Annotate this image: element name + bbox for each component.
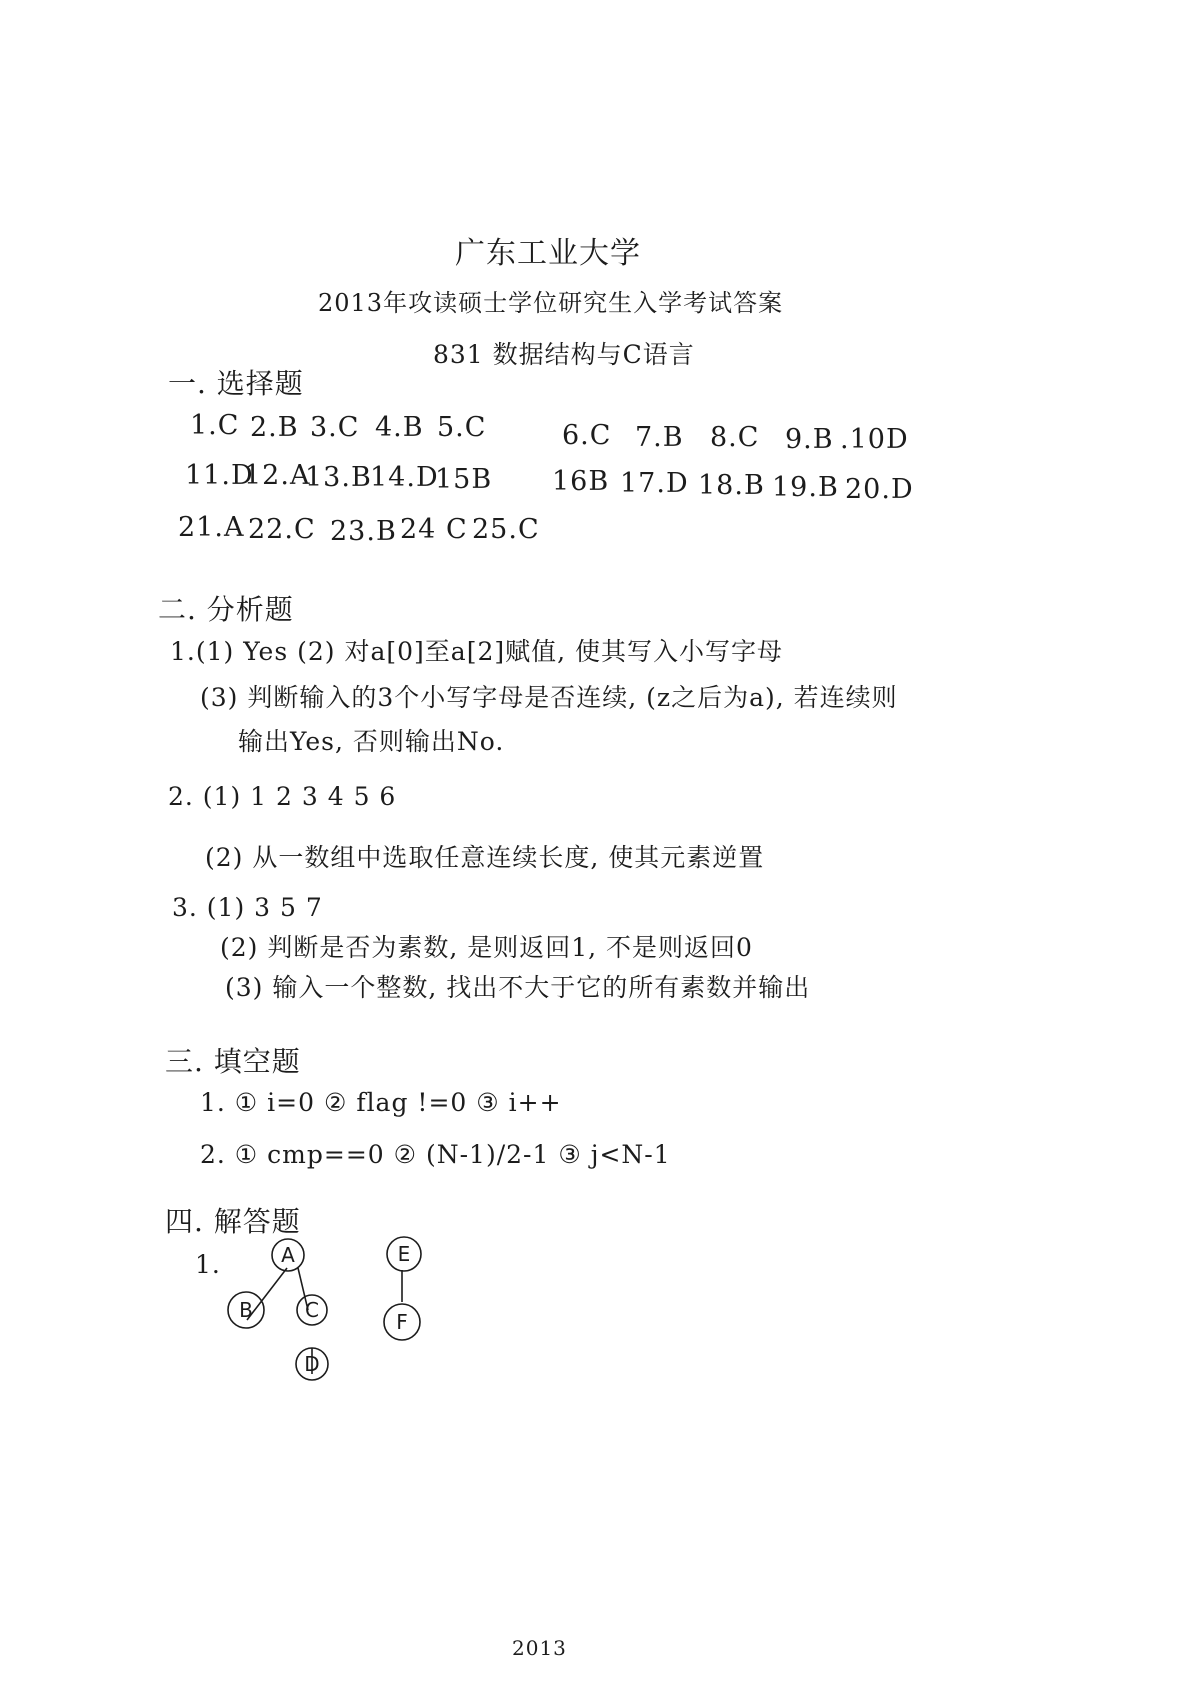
tree-node-b-label: B xyxy=(239,1298,253,1322)
analysis-q2-line-1: 2. (1) 1 2 3 4 5 6 xyxy=(168,782,397,811)
answer-10: .10D xyxy=(840,424,909,455)
binary-tree-diagram xyxy=(220,1242,480,1520)
answer-22: 22.C xyxy=(248,514,316,545)
answer-2: 2.B xyxy=(250,412,299,443)
answer-12: 12.A xyxy=(244,460,311,491)
analysis-q1-line-3: 输出Yes, 否则输出No. xyxy=(238,727,505,756)
fill-blank-q2: 2. ① cmp==0 ② (N-1)/2-1 ③ j<N-1 xyxy=(200,1140,671,1169)
section-analysis-heading: 二. 分析题 xyxy=(158,593,294,626)
university-name: 广东工业大学 xyxy=(455,236,641,271)
analysis-q3-line-2: (2) 判断是否为素数, 是则返回1, 不是则返回0 xyxy=(220,933,753,962)
tree-node-a xyxy=(272,1239,304,1271)
subject-title: 831 数据结构与C语言 xyxy=(433,340,695,369)
answer-6: 6.C xyxy=(562,420,612,451)
tree-node-f xyxy=(384,1304,420,1340)
analysis-q3-line-1: 3. (1) 3 5 7 xyxy=(172,893,323,922)
answer-19: 19.B xyxy=(772,472,839,503)
answer-17: 17.D xyxy=(620,468,689,499)
answer-14: 14.D xyxy=(370,462,439,493)
tree-node-d xyxy=(296,1348,328,1380)
section-fill-blank-heading: 三. 填空题 xyxy=(165,1045,301,1078)
exam-title: 2013年攻读硕士学位研究生入学考试答案 xyxy=(318,289,784,317)
solution-q1-label: 1. xyxy=(195,1250,221,1279)
analysis-q1-line-2: (3) 判断输入的3个小写字母是否连续, (z之后为a), 若连续则 xyxy=(200,683,898,712)
tree-node-c xyxy=(297,1295,327,1325)
answer-9: 9.B xyxy=(785,424,834,455)
tree-node-a-label: A xyxy=(281,1243,295,1267)
answer-15: 15B xyxy=(435,464,493,495)
fill-blank-q1: 1. ① i=0 ② flag !=0 ③ i++ xyxy=(200,1088,562,1117)
tree-node-f-label: F xyxy=(396,1310,408,1334)
answer-16: 16B xyxy=(552,466,610,497)
tree-node-b xyxy=(228,1292,264,1328)
answer-25: 25.C xyxy=(472,514,540,545)
section-solution-heading: 四. 解答题 xyxy=(165,1205,301,1238)
answer-13: 13.B xyxy=(305,462,372,493)
page-number: 2013 xyxy=(512,1636,567,1660)
answer-23: 23.B xyxy=(330,516,397,547)
answer-24: 24 C xyxy=(400,514,468,545)
answer-18: 18.B xyxy=(698,470,765,501)
section-multiple-choice-heading: 一. 选择题 xyxy=(168,367,304,400)
analysis-q1-line-1: 1.(1) Yes (2) 对a[0]至a[2]赋值, 使其写入小写字母 xyxy=(170,637,784,666)
answer-3: 3.C xyxy=(310,412,360,443)
answer-11: 11.D xyxy=(185,460,254,491)
analysis-q2-line-2: (2) 从一数组中选取任意连续长度, 使其元素逆置 xyxy=(205,843,765,872)
analysis-q3-line-3: (3) 输入一个整数, 找出不大于它的所有素数并输出 xyxy=(225,973,811,1002)
answer-20: 20.D xyxy=(845,474,914,505)
answer-8: 8.C xyxy=(710,422,760,453)
answer-21: 21.A xyxy=(178,512,245,543)
answer-1: 1.C xyxy=(190,410,240,441)
answer-5: 5.C xyxy=(437,412,487,443)
answer-7: 7.B xyxy=(635,422,684,453)
tree-node-d-label: D xyxy=(304,1352,320,1376)
tree-node-e-label: E xyxy=(397,1242,411,1266)
tree-node-c-label: C xyxy=(305,1298,319,1322)
answer-4: 4.B xyxy=(375,412,424,443)
tree-node-e xyxy=(387,1237,421,1271)
